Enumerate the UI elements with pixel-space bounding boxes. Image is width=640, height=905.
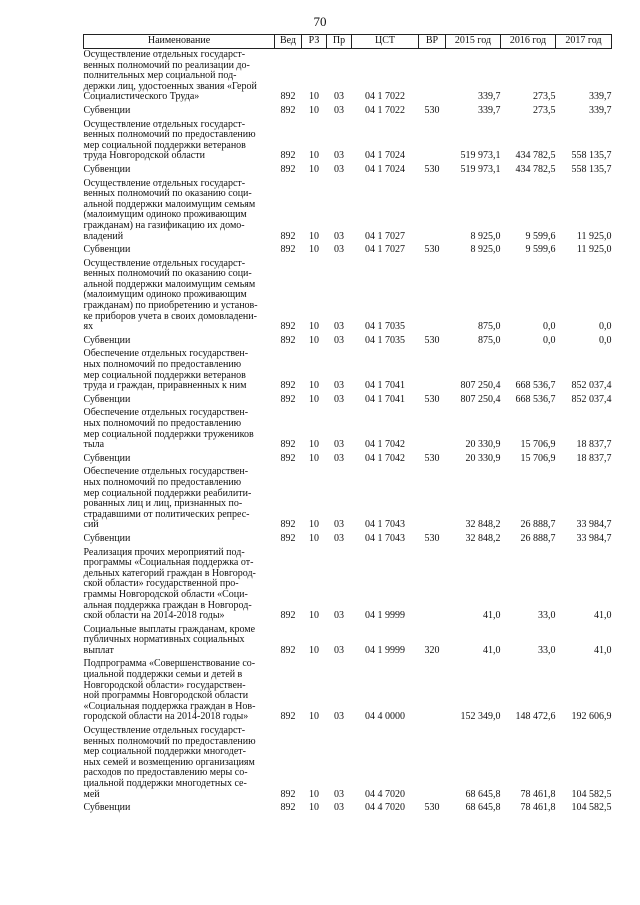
row-ved: 892 [280, 104, 296, 116]
row-vr [419, 49, 446, 105]
table-row [84, 335, 612, 349]
row-2017: 339,7 [589, 104, 612, 116]
row-rz: 10 [309, 230, 319, 242]
header-2016: 2016 год [501, 35, 556, 49]
row-pr: 03 [334, 393, 344, 405]
row-2017: 41,0 [594, 644, 612, 656]
row-pr: 03 [334, 532, 344, 544]
row-rz: 10 [309, 610, 319, 622]
table-row [84, 547, 612, 624]
row-2017: 558 135,7 [571, 163, 612, 175]
row-ved: 892 [280, 644, 296, 656]
row-ved: 892 [280, 91, 296, 103]
row-ved: 892 [280, 802, 296, 814]
row-2015: 20 330,9 [465, 439, 501, 451]
row-pr: 03 [334, 610, 344, 622]
row-ved: 892 [280, 439, 296, 451]
row-2016: 9 599,6 [525, 244, 556, 256]
row-rz: 10 [309, 802, 319, 814]
table-row [84, 725, 612, 802]
table-row [84, 624, 612, 659]
header-rz: РЗ [302, 35, 327, 49]
row-2015: 807 250,4 [460, 393, 501, 405]
row-2016: 15 706,9 [520, 439, 556, 451]
row-cst: 04 1 7043 [365, 519, 405, 531]
row-pr: 03 [334, 711, 344, 723]
row-name: Осуществление отдельных государст- венных полномочий по предоставлению мер социальной поддержки ветеранов труда Новгородской области [83, 118, 256, 162]
row-name: Осуществление отдельных государст- венных полномочий по оказанию соци- альной поддержки малоимущим семьям (малоимущим одиноко проживающим гражданам) на газификацию их домо- владений [83, 177, 256, 242]
row-2017: 41,0 [594, 610, 612, 622]
row-2015: 807 250,4 [460, 380, 501, 392]
row-name: Социальные выплаты гражданам, кроме публичных нормативных социальных выплат [83, 623, 256, 656]
row-name: Субвенции [83, 163, 131, 175]
row-2016: 273,5 [533, 91, 556, 103]
row-pr: 03 [334, 244, 344, 256]
table-row [84, 802, 612, 816]
row-pr: 03 [334, 452, 344, 464]
row-ved: 892 [280, 788, 296, 800]
row-2015: 8 925,0 [470, 244, 501, 256]
row-cst: 04 1 7027 [365, 230, 405, 242]
row-rz: 10 [309, 393, 319, 405]
row-pr: 03 [334, 519, 344, 531]
header-2015: 2015 год [446, 35, 501, 49]
row-2015: 41,0 [483, 644, 501, 656]
row-vr: 530 [424, 802, 440, 814]
row-2016: 0,0 [543, 334, 556, 346]
table-header-row [84, 35, 612, 49]
row-2016: 148 472,6 [515, 711, 556, 723]
row-2016: 668 536,7 [515, 393, 556, 405]
table-row [84, 453, 612, 467]
row-2017: 0,0 [599, 334, 612, 346]
row-name: Субвенции [83, 802, 131, 814]
row-vr [419, 178, 446, 245]
header-cst: ЦСТ [352, 35, 419, 49]
row-pr: 03 [334, 439, 344, 451]
table-row [84, 658, 612, 725]
row-cst: 04 1 7022 [365, 104, 405, 116]
row-vr [419, 258, 446, 335]
row-vr: 320 [424, 644, 440, 656]
row-ved: 892 [280, 150, 296, 162]
row-name: Обеспечение отдельных государствен- ных полномочий по предоставлению мер социальной поддержки реабилити- рованных лиц и лиц, признанных по- страдавшими от политических репрес- сий [83, 466, 252, 531]
row-vr [419, 407, 446, 452]
row-cst: 04 1 7042 [365, 452, 405, 464]
row-name: Обеспечение отдельных государствен- ных полномочий по предоставлению мер социальной поддержки тружеников тыла [83, 407, 254, 451]
row-vr: 530 [424, 334, 440, 346]
row-cst: 04 1 9999 [365, 610, 405, 622]
table-row [84, 533, 612, 547]
row-2015: 339,7 [478, 91, 501, 103]
row-vr [419, 725, 446, 802]
row-name: Подпрограмма «Совершенствование со- циальной поддержки семьи и детей в Новгородской области» государствен- ной программы Новгородской области «Социальная поддержка граждан в Нов- городской области на 2014-2018 годы» [83, 658, 256, 723]
row-ved: 892 [280, 532, 296, 544]
table-row [84, 258, 612, 335]
row-2017: 18 837,7 [576, 439, 612, 451]
table-row [84, 394, 612, 408]
row-2017: 11 925,0 [576, 244, 612, 256]
row-ved: 892 [280, 230, 296, 242]
row-2016: 78 461,8 [520, 788, 556, 800]
row-ved: 892 [280, 711, 296, 723]
row-cst: 04 1 7042 [365, 439, 405, 451]
table-row [84, 466, 612, 533]
row-pr: 03 [334, 788, 344, 800]
row-2015: 339,7 [478, 104, 501, 116]
row-ved: 892 [280, 244, 296, 256]
header-2017: 2017 год [556, 35, 612, 49]
row-rz: 10 [309, 104, 319, 116]
row-vr: 530 [424, 163, 440, 175]
row-2016: 15 706,9 [520, 452, 556, 464]
header-pr: Пр [327, 35, 352, 49]
row-cst: 04 1 9999 [365, 644, 405, 656]
row-2017: 0,0 [599, 321, 612, 333]
row-2016: 434 782,5 [515, 163, 556, 175]
table-body [84, 49, 612, 816]
row-name: Субвенции [83, 532, 131, 544]
table-row [84, 164, 612, 178]
row-pr: 03 [334, 321, 344, 333]
row-vr [419, 547, 446, 624]
row-vr [419, 348, 446, 393]
row-name: Субвенции [83, 104, 131, 116]
row-2015: 32 848,2 [465, 532, 501, 544]
row-2016: 434 782,5 [515, 150, 556, 162]
row-cst: 04 4 0000 [365, 711, 405, 723]
row-cst: 04 1 7027 [365, 244, 405, 256]
row-2016: 78 461,8 [520, 802, 556, 814]
row-2015: 8 925,0 [470, 230, 501, 242]
row-rz: 10 [309, 711, 319, 723]
table-row [84, 49, 612, 105]
row-rz: 10 [309, 244, 319, 256]
row-2015: 875,0 [478, 321, 501, 333]
row-rz: 10 [309, 788, 319, 800]
row-2015: 41,0 [483, 610, 501, 622]
row-2015: 519 973,1 [460, 150, 501, 162]
row-vr [419, 658, 446, 725]
row-2017: 852 037,4 [571, 393, 612, 405]
row-cst: 04 1 7041 [365, 380, 405, 392]
row-ved: 892 [280, 610, 296, 622]
row-cst: 04 1 7041 [365, 393, 405, 405]
row-rz: 10 [309, 439, 319, 451]
row-pr: 03 [334, 802, 344, 814]
header-ved: Вед [275, 35, 302, 49]
row-rz: 10 [309, 321, 319, 333]
row-name: Осуществление отдельных государст- венных полномочий по предоставлению мер социальной поддержки многодет- ных семей и возмещению организациям расходов по предоставлению меры со- циальной поддержки многодетных се- мей [83, 725, 256, 800]
row-rz: 10 [309, 519, 319, 531]
header-vr: ВР [419, 35, 446, 49]
row-2017: 33 984,7 [576, 519, 612, 531]
row-2017: 104 582,5 [571, 802, 612, 814]
row-cst: 04 1 7043 [365, 532, 405, 544]
row-ved: 892 [280, 321, 296, 333]
row-2017: 558 135,7 [571, 150, 612, 162]
row-rz: 10 [309, 644, 319, 656]
row-cst: 04 4 7020 [365, 802, 405, 814]
row-name: Реализация прочих мероприятий под- программы «Социальная поддержка от- дельных категорий граждан в Новгород- ской области» государственной про- граммы Новгородской области «Соци- альная поддержка граждан в Новгород- ской области на 2014-2018 годы» [83, 546, 256, 622]
row-name: Субвенции [83, 452, 131, 464]
row-2015: 875,0 [478, 334, 501, 346]
row-rz: 10 [309, 452, 319, 464]
row-vr: 530 [424, 244, 440, 256]
row-2015: 20 330,9 [465, 452, 501, 464]
row-2017: 11 925,0 [576, 230, 612, 242]
row-2015: 32 848,2 [465, 519, 501, 531]
row-cst: 04 1 7035 [365, 334, 405, 346]
row-2017: 852 037,4 [571, 380, 612, 392]
row-2016: 33,0 [538, 644, 556, 656]
row-2017: 339,7 [589, 91, 612, 103]
row-2017: 18 837,7 [576, 452, 612, 464]
row-vr [419, 119, 446, 164]
row-2016: 9 599,6 [525, 230, 556, 242]
row-pr: 03 [334, 104, 344, 116]
row-vr: 530 [424, 532, 440, 544]
row-ved: 892 [280, 519, 296, 531]
row-ved: 892 [280, 380, 296, 392]
header-name: Наименование [84, 35, 275, 49]
row-2016: 668 536,7 [515, 380, 556, 392]
row-vr [419, 466, 446, 533]
row-rz: 10 [309, 334, 319, 346]
table-row [84, 407, 612, 452]
row-2017: 104 582,5 [571, 788, 612, 800]
table-row [84, 348, 612, 393]
row-cst: 04 4 7020 [365, 788, 405, 800]
row-cst: 04 1 7024 [365, 150, 405, 162]
budget-table [83, 34, 612, 816]
row-name: Обеспечение отдельных государствен- ных полномочий по предоставлению мер социальной поддержки ветеранов труда и граждан, приравненных к ним [83, 348, 249, 392]
row-2016: 0,0 [543, 321, 556, 333]
row-name: Субвенции [83, 393, 131, 405]
row-2015: 68 645,8 [465, 802, 501, 814]
table-row [84, 119, 612, 164]
row-2017: 192 606,9 [571, 711, 612, 723]
row-rz: 10 [309, 163, 319, 175]
row-name: Субвенции [83, 244, 131, 256]
table-row [84, 105, 612, 119]
row-pr: 03 [334, 334, 344, 346]
row-2016: 273,5 [533, 104, 556, 116]
row-cst: 04 1 7022 [365, 91, 405, 103]
page-number: 70 [313, 14, 327, 29]
row-2015: 519 973,1 [460, 163, 501, 175]
row-name: Осуществление отдельных государст- венных полномочий по реализации до- полнительных мер социальной под- держки лиц, удостоенных звания «Герой Социалистического Труда» [83, 49, 257, 103]
row-pr: 03 [334, 163, 344, 175]
row-ved: 892 [280, 393, 296, 405]
row-pr: 03 [334, 91, 344, 103]
row-name: Осуществление отдельных государст- венных полномочий по оказанию соци- альной поддержки малоимущим семьям (малоимущим одиноко проживающим гражданам) по приобретению и установ- ке приборов учета в своих домовладени- ях [83, 257, 258, 333]
row-2016: 33,0 [538, 610, 556, 622]
row-vr: 530 [424, 452, 440, 464]
row-rz: 10 [309, 150, 319, 162]
table-row [84, 244, 612, 258]
row-pr: 03 [334, 380, 344, 392]
row-rz: 10 [309, 532, 319, 544]
row-ved: 892 [280, 452, 296, 464]
row-rz: 10 [309, 91, 319, 103]
row-2015: 152 349,0 [460, 711, 501, 723]
row-pr: 03 [334, 150, 344, 162]
row-2017: 33 984,7 [576, 532, 612, 544]
row-ved: 892 [280, 334, 296, 346]
row-vr: 530 [424, 393, 440, 405]
row-vr: 530 [424, 104, 440, 116]
row-name: Субвенции [83, 334, 131, 346]
row-ved: 892 [280, 163, 296, 175]
row-pr: 03 [334, 230, 344, 242]
row-2015: 68 645,8 [465, 788, 501, 800]
row-2016: 26 888,7 [520, 519, 556, 531]
table-row [84, 178, 612, 245]
row-2016: 26 888,7 [520, 532, 556, 544]
row-rz: 10 [309, 380, 319, 392]
row-cst: 04 1 7024 [365, 163, 405, 175]
row-cst: 04 1 7035 [365, 321, 405, 333]
row-pr: 03 [334, 644, 344, 656]
